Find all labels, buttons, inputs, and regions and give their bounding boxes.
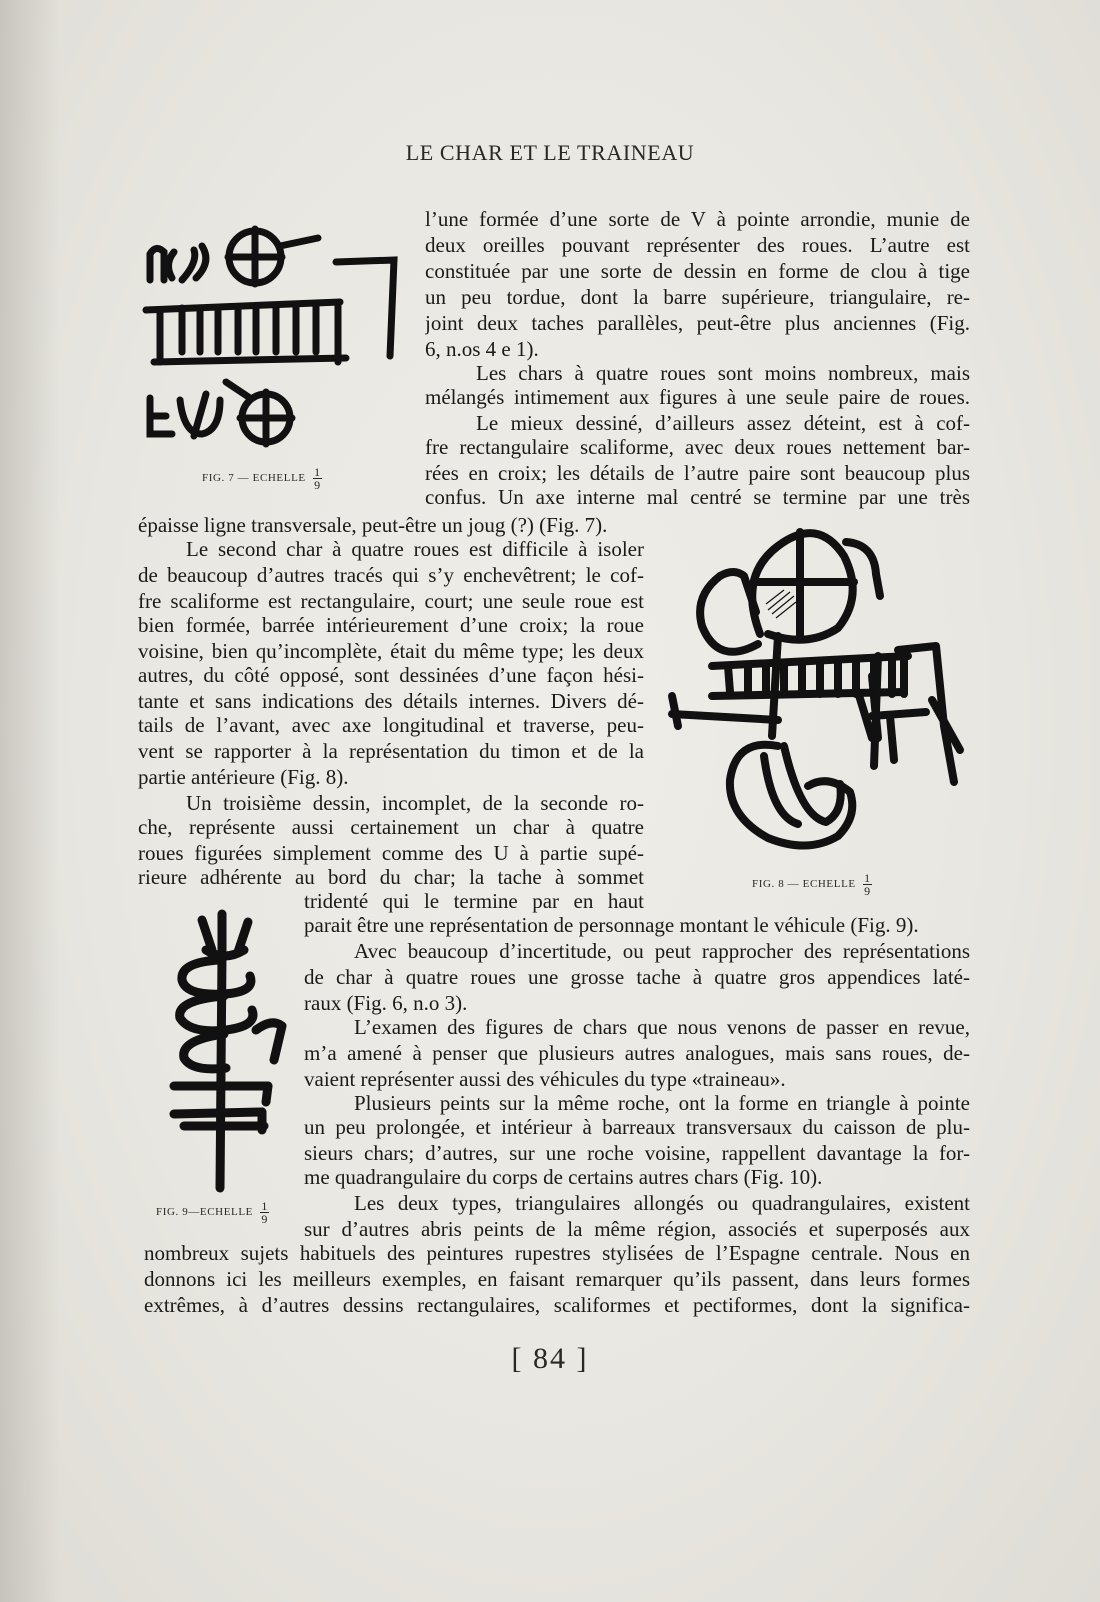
- text-line: Plusieurs peints sur la même roche, ont la forme en triangle à pointe: [354, 1091, 970, 1115]
- text-line: tails de l’avant, avec axe longitudinal et traverse, peu-: [138, 713, 644, 737]
- page-number: [ 84 ]: [511, 1342, 589, 1375]
- figure-7-drawing: [140, 222, 408, 462]
- running-title: LE CHAR ET LE TRAINEAU: [405, 140, 695, 165]
- figure-8-scale: [863, 872, 872, 897]
- text-line: vent se rapporter à la représentation du timon et de la: [138, 739, 644, 763]
- figure-9-caption: [156, 1200, 269, 1225]
- figure-9-drawing: [160, 910, 300, 1200]
- text-line: tante et sans indications des détails internes. Divers dé-: [138, 689, 644, 713]
- text-line: Le second char à quatre roues est difficile à isoler: [186, 537, 644, 561]
- figure-8-svg: [668, 516, 978, 866]
- figure-7-scale: [313, 466, 322, 491]
- text-line: joint deux taches parallèles, peut-être plus anciennes (Fig.: [425, 311, 970, 335]
- text-line: épaisse ligne transversale, peut-être un joug (?) (Fig. 7).: [138, 513, 608, 537]
- figure-8-scale-num: 1: [864, 871, 871, 885]
- text-line: sieurs chars; d’autres, sur une roche voisine, rappellent davantage la for-: [304, 1141, 970, 1165]
- text-line: rées en croix; les détails de l’autre paire sont beaucoup plus: [425, 461, 970, 485]
- figure-9-svg: [160, 910, 300, 1200]
- text-line: L’examen des figures de chars que nous venons de passer en revue,: [354, 1015, 970, 1039]
- text-line: bien formée, barrée intérieurement d’une croix; la roue: [138, 613, 644, 637]
- figure-8-drawing: [668, 516, 978, 866]
- text-line: vaient représenter aussi des véhicules du type «traineau».: [304, 1067, 786, 1091]
- figure-9-scale-den: 9: [261, 1212, 268, 1226]
- text-line: sur d’autres abris peints de la même région, associés et superposés aux: [304, 1217, 970, 1241]
- figure-7-caption: [202, 466, 322, 491]
- text-line: de beaucoup d’autres tracés qui s’y enchevêtrent; le cof-: [138, 563, 644, 587]
- text-line: fre scaliforme est rectangulaire, court; une seule roue est: [138, 589, 644, 613]
- text-line: Les chars à quatre roues sont moins nombreux, mais: [476, 361, 970, 385]
- text-line: un peu prolongée, et intérieur à barreaux transversaux du caisson de plu-: [304, 1115, 970, 1139]
- text-line: Le mieux dessiné, d’ailleurs assez déteint, est à cof-: [476, 411, 970, 435]
- text-line: Un troisième dessin, incomplet, de la seconde ro-: [186, 791, 644, 815]
- text-line: confus. Un axe interne mal centré se termine par une très: [425, 485, 970, 509]
- text-line: Avec beaucoup d’incertitude, ou peut rapprocher des représentations: [354, 939, 970, 963]
- figure-7-label: FIG. 7 — ECHELLE: [202, 472, 306, 485]
- figure-8-caption: [752, 872, 872, 897]
- figure-8-label: FIG. 8 — ECHELLE: [752, 878, 856, 891]
- text-line: che, représente aussi certainement un char à quatre: [138, 815, 644, 839]
- text-line: de char à quatre roues une grosse tache à quatre gros appendices laté-: [304, 965, 970, 989]
- figure-7-scale-den: 9: [314, 478, 321, 492]
- text-line: 6, n.os 4 e 1).: [425, 337, 539, 361]
- text-line: me quadrangulaire du corps de certains autres chars (Fig. 10).: [304, 1165, 823, 1189]
- text-line: extrêmes, à d’autres dessins rectangulaires, scaliformes et pectiformes, dont la significa-: [144, 1293, 970, 1317]
- text-line: constituée par une sorte de dessin en forme de clou à tige: [425, 259, 970, 283]
- text-line: l’une formée d’une sorte de V à pointe arrondie, munie de: [425, 207, 970, 231]
- text-line: nombreux sujets habituels des peintures rupestres stylisées de l’Espagne centrale. Nous en: [144, 1241, 970, 1265]
- figure-7-scale-num: 1: [314, 465, 321, 479]
- text-line: Les deux types, triangulaires allongés ou quadrangulaires, existent: [354, 1191, 970, 1215]
- text-line: autres, du côté opposé, sont dessinées d’une façon hési-: [138, 663, 644, 687]
- text-line: deux oreilles pouvant représenter des roues. L’autre est: [425, 233, 970, 257]
- text-line: tridenté qui le termine par en haut: [304, 889, 644, 913]
- figure-9-scale: [260, 1200, 269, 1225]
- text-line: voisine, bien qu’incomplète, était du même type; les deux: [138, 639, 644, 663]
- text-line: fre rectangulaire scaliforme, avec deux roues nettement bar-: [425, 435, 970, 459]
- text-line: mélangés intimement aux figures à une seule paire de roues.: [425, 385, 970, 409]
- figure-9-label: FIG. 9—ECHELLE: [156, 1206, 254, 1219]
- text-line: partie antérieure (Fig. 8).: [138, 765, 349, 789]
- text-line: m’a amené à penser que plusieurs autres analogues, mais sans roues, de-: [304, 1041, 970, 1065]
- text-line: rieure adhérente au bord du char; la tache à sommet: [138, 865, 644, 889]
- text-line: roues figurées simplement comme des U à partie supé-: [138, 841, 644, 865]
- figure-7-svg: [140, 222, 408, 462]
- figure-8-scale-den: 9: [864, 884, 871, 898]
- text-line: un peu tordue, dont la barre supérieure, triangulaire, re-: [425, 285, 970, 309]
- figure-9-scale-num: 1: [261, 1199, 268, 1213]
- text-line: raux (Fig. 6, n.o 3).: [304, 991, 468, 1015]
- text-line: parait être une représentation de personnage montant le véhicule (Fig. 9).: [304, 913, 919, 937]
- text-line: donnons ici les meilleurs exemples, en faisant remarquer qu’ils passent, dans leurs formes: [144, 1267, 970, 1291]
